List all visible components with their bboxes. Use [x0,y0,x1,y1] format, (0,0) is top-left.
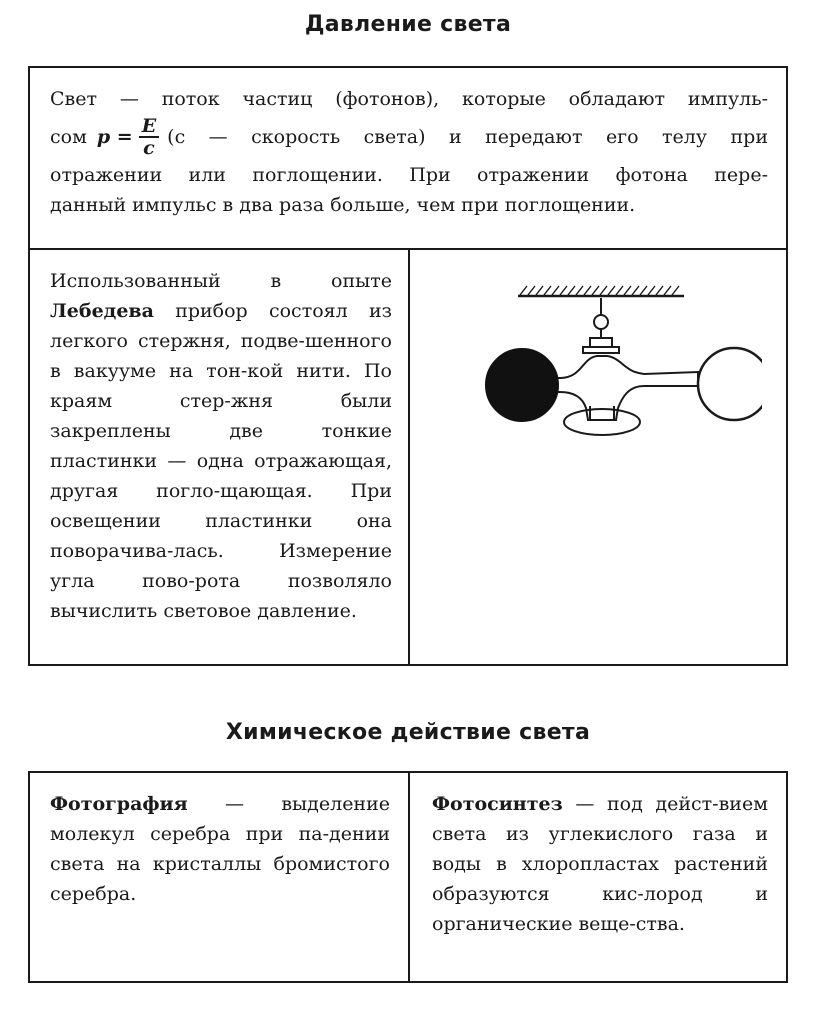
photography-text: — выделение молекул серебра при па-дении света на кристаллы бромистого серебра. [50,793,391,905]
lebedev-paragraph [50,266,392,626]
formula-line [50,114,768,160]
fraction-denominator: c [143,137,155,159]
reflecting-plate [698,348,762,420]
ceiling-mount [518,286,684,296]
momentum-fraction [139,116,159,158]
chemical-action-box [28,771,788,983]
lebedev-device-illustration [432,268,762,468]
lebedev-text-after: прибор состоял из легкого стержня, подве-шенного в вакууме на тон-кой нити. По краям стер-жня были закреплены две тонкие пластинки — одна отражающая, другая погло-щающая. При освещении пластинки она поворачива-лась. Измерение угла пово-рота позволяло вычислить световое давление. [50,300,392,622]
photosynthesis-term: Фотосинтез [432,793,563,815]
intro-line-3: отражении или поглощении. При отражении фотона пере- [50,164,768,186]
photosynthesis-paragraph [432,789,768,939]
intro-paragraph [50,84,768,220]
formula-lhs: p = [96,126,133,148]
photography-term: Фотография [50,793,188,815]
lebedev-name: Лебедева [50,300,154,322]
fraction-numerator: E [139,116,159,138]
divider-vertical [408,248,410,666]
intro-line-1: Свет — поток частиц (фотонов), которые обладают импуль- [50,88,768,110]
section-title-chemical-action: Химическое действие света [225,720,591,745]
light-pressure-box [28,66,788,666]
divider-vertical [408,773,410,981]
intro-line-2-rest: (c — скорость света) и передают его телу при [167,126,768,148]
photosynthesis-text: — под дейст-вием света из углекислого газа и воды в хлоропластах растений образуются кис-лород и органические веще-ства. [432,793,768,935]
intro-line-2-prefix: сом [50,126,87,148]
lebedev-text-before: Использованный в опыте [50,270,392,292]
intro-line-4: данный импульс в два раза больше, чем при поглощении. [50,194,636,216]
absorbing-plate [486,349,558,421]
photography-paragraph [50,789,390,909]
section-title-light-pressure: Давление света [304,12,512,37]
suspension-thread [583,298,619,353]
